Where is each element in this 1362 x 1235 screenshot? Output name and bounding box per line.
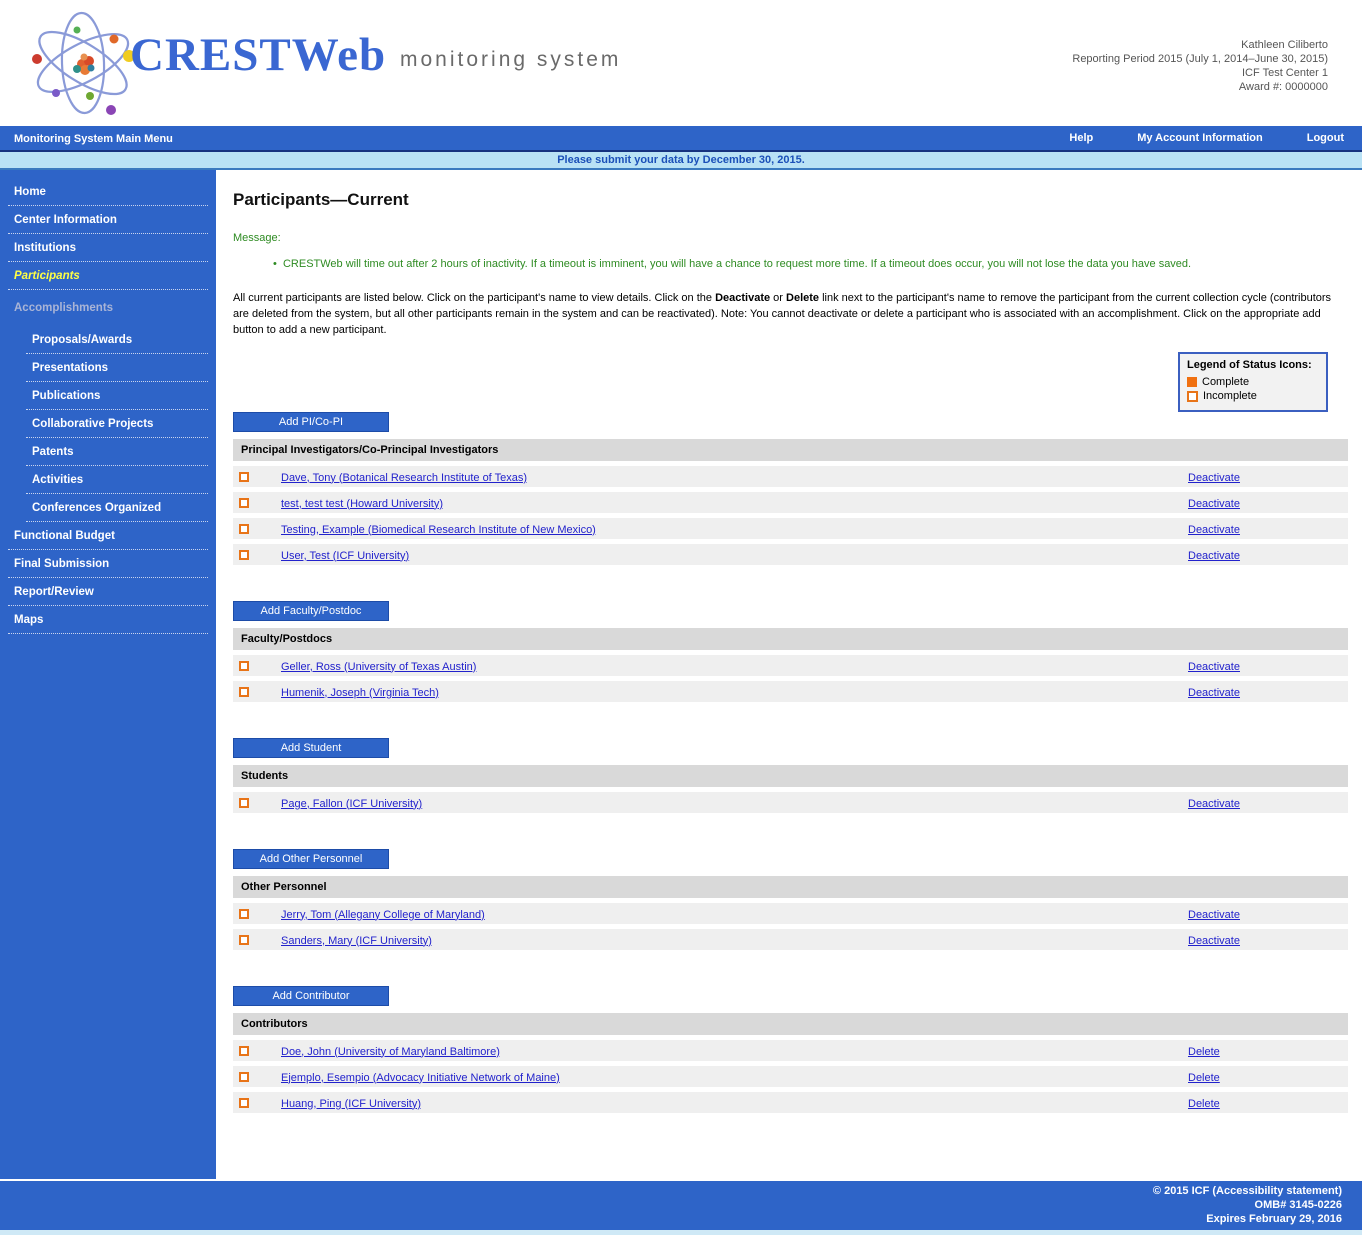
delete-link[interactable]: Delete <box>1188 1071 1220 1084</box>
footer-copyright: © 2015 ICF (Accessibility statement) <box>1152 1185 1342 1197</box>
incomplete-status-icon <box>239 661 249 671</box>
accessibility-statement-link[interactable]: (Accessibility statement) <box>1212 1185 1342 1197</box>
deactivate-link[interactable]: Deactivate <box>1188 497 1240 510</box>
sidebar-item-patents[interactable]: Patents <box>26 438 208 466</box>
table-row <box>233 903 1348 924</box>
add-faculty-postdoc-button[interactable]: Add Faculty/Postdoc <box>233 601 389 621</box>
sidebar-item-maps[interactable]: Maps <box>8 606 208 634</box>
incomplete-status-icon <box>239 472 249 482</box>
logout-link[interactable]: Logout <box>1306 132 1344 144</box>
table-row <box>233 466 1348 487</box>
status-legend <box>1178 352 1328 412</box>
main-menu-link[interactable]: Monitoring System Main Menu <box>14 133 173 145</box>
delete-link[interactable]: Delete <box>1188 1045 1220 1058</box>
add-pi-copi-button[interactable]: Add PI/Co-PI <box>233 412 389 432</box>
table-row <box>233 544 1348 565</box>
add-student-button[interactable]: Add Student <box>233 738 389 758</box>
table-header-contributors: Contributors <box>233 1013 1348 1035</box>
main-content <box>216 170 1362 1179</box>
participant-link[interactable]: Sanders, Mary (ICF University) <box>281 934 432 947</box>
user-info <box>1072 38 1328 94</box>
deadline-banner: Please submit your data by December 30, 2015. <box>0 152 1362 170</box>
add-contributor-button[interactable]: Add Contributor <box>233 986 389 1006</box>
deactivate-link[interactable]: Deactivate <box>1188 934 1240 947</box>
participant-link[interactable]: test, test test (Howard University) <box>281 497 443 510</box>
sidebar-section-accomplishments: Accomplishments <box>14 302 114 314</box>
section-pi-copi <box>233 412 1348 565</box>
app-subtitle: monitoring system <box>400 48 622 71</box>
participant-link[interactable]: Geller, Ross (University of Texas Austin) <box>281 660 477 673</box>
footer-omb: OMB# 3145-0226 <box>1254 1199 1342 1211</box>
participant-link[interactable]: Ejemplo, Esempio (Advocacy Initiative Network of Maine) <box>281 1071 560 1084</box>
legend-incomplete: Incomplete <box>1187 389 1317 403</box>
incomplete-status-icon <box>239 687 249 697</box>
top-navbar <box>0 126 1362 152</box>
table-header-faculty: Faculty/Postdocs <box>233 628 1348 650</box>
participant-link[interactable]: Jerry, Tom (Allegany College of Maryland) <box>281 908 485 921</box>
footer-expires: Expires February 29, 2016 <box>1206 1213 1342 1225</box>
section-other-personnel <box>233 849 1348 950</box>
deactivate-link[interactable]: Deactivate <box>1188 471 1240 484</box>
table-row <box>233 1092 1348 1113</box>
deactivate-link[interactable]: Deactivate <box>1188 797 1240 810</box>
incomplete-status-icon <box>239 798 249 808</box>
sidebar-item-participants[interactable]: Participants <box>8 262 208 290</box>
sidebar-item-proposals-awards[interactable]: Proposals/Awards <box>26 326 208 354</box>
sidebar-item-conferences-organized[interactable]: Conferences Organized <box>26 494 208 522</box>
participant-link[interactable]: Page, Fallon (ICF University) <box>281 797 423 810</box>
award-number: Award #: 0000000 <box>1238 81 1328 93</box>
deactivate-link[interactable]: Deactivate <box>1188 660 1240 673</box>
incomplete-status-icon <box>239 498 249 508</box>
table-row <box>233 1040 1348 1061</box>
sidebar-item-center-information[interactable]: Center Information <box>8 206 208 234</box>
table-row <box>233 929 1348 950</box>
sidebar-item-publications[interactable]: Publications <box>26 382 208 410</box>
table-header-other-personnel: Other Personnel <box>233 876 1348 898</box>
incomplete-status-icon <box>239 550 249 560</box>
sidebar-item-final-submission[interactable]: Final Submission <box>8 550 208 578</box>
legend-complete: Complete <box>1187 375 1317 389</box>
message-label: Message: <box>233 232 281 244</box>
reporting-period: Reporting Period 2015 (July 1, 2014–June 30, 2015) <box>1072 53 1328 65</box>
app-title: CRESTWeb <box>130 29 387 81</box>
table-header-pi: Principal Investigators/Co-Principal Investigators <box>233 439 1348 461</box>
sidebar-nav <box>0 170 216 1179</box>
delete-link[interactable]: Delete <box>1188 1097 1220 1110</box>
deactivate-link[interactable]: Deactivate <box>1188 523 1240 536</box>
table-header-students: Students <box>233 765 1348 787</box>
deactivate-link[interactable]: Deactivate <box>1188 686 1240 699</box>
center-name: ICF Test Center 1 <box>1242 67 1328 79</box>
account-info-link[interactable]: My Account Information <box>1137 132 1263 144</box>
incomplete-status-icon <box>1187 391 1198 402</box>
sidebar-item-functional-budget[interactable]: Functional Budget <box>8 522 208 550</box>
legend-title: Legend of Status Icons: <box>1187 359 1312 371</box>
sidebar-item-institutions[interactable]: Institutions <box>8 234 208 262</box>
incomplete-status-icon <box>239 909 249 919</box>
deactivate-link[interactable]: Deactivate <box>1188 549 1240 562</box>
instructions-text: All current participants are listed below. Click on the participant's name to view details. Click on the Deactivate or Delete link next to the participant's name to remove the participant from the current collection cycle (contributors are deleted from the system, but all other participants remain in the system and can be reactivated). Note: You cannot deactivate or delete a participant who is associated with an accomplishment. Click on the appropriate add button to add a new participant. <box>233 292 1332 336</box>
table-row <box>233 518 1348 539</box>
sidebar-item-presentations[interactable]: Presentations <box>26 354 208 382</box>
header <box>0 0 1362 126</box>
bottom-strip <box>0 1230 1362 1235</box>
sidebar-item-home[interactable]: Home <box>8 178 208 206</box>
page-title: Participants—Current <box>233 190 409 209</box>
participant-link[interactable]: Testing, Example (Biomedical Research Institute of New Mexico) <box>281 523 596 536</box>
incomplete-status-icon <box>239 524 249 534</box>
table-row <box>233 1066 1348 1087</box>
add-other-personnel-button[interactable]: Add Other Personnel <box>233 849 389 869</box>
participant-link[interactable]: Humenik, Joseph (Virginia Tech) <box>281 686 439 699</box>
section-contributors <box>233 986 1348 1113</box>
table-row <box>233 655 1348 676</box>
participant-link[interactable]: Huang, Ping (ICF University) <box>281 1097 421 1110</box>
incomplete-status-icon <box>239 935 249 945</box>
table-row <box>233 681 1348 702</box>
participant-link[interactable]: Doe, John (University of Maryland Baltimore) <box>281 1045 500 1058</box>
deactivate-link[interactable]: Deactivate <box>1188 908 1240 921</box>
table-row <box>233 792 1348 813</box>
atom-logo-icon <box>28 6 138 118</box>
complete-status-icon <box>1187 377 1197 387</box>
sidebar-item-activities[interactable]: Activities <box>26 466 208 494</box>
user-name: Kathleen Ciliberto <box>1241 39 1328 51</box>
sidebar-item-report-review[interactable]: Report/Review <box>8 578 208 606</box>
help-link[interactable]: Help <box>1069 132 1094 144</box>
participant-link[interactable]: User, Test (ICF University) <box>281 549 410 562</box>
message-bullet: • CRESTWeb will time out after 2 hours of inactivity. If a timeout is imminent, you will have a chance to request more time. If a timeout does occur, you will not lose the data you have saved. <box>273 258 1192 270</box>
incomplete-status-icon <box>239 1098 249 1108</box>
footer <box>0 1181 1362 1230</box>
section-students <box>233 738 1348 813</box>
incomplete-status-icon <box>239 1046 249 1056</box>
participant-link[interactable]: Dave, Tony (Botanical Research Institute of Texas) <box>281 471 527 484</box>
incomplete-status-icon <box>239 1072 249 1082</box>
section-faculty-postdocs <box>233 601 1348 702</box>
table-row <box>233 492 1348 513</box>
sidebar-item-collaborative-projects[interactable]: Collaborative Projects <box>26 410 208 438</box>
